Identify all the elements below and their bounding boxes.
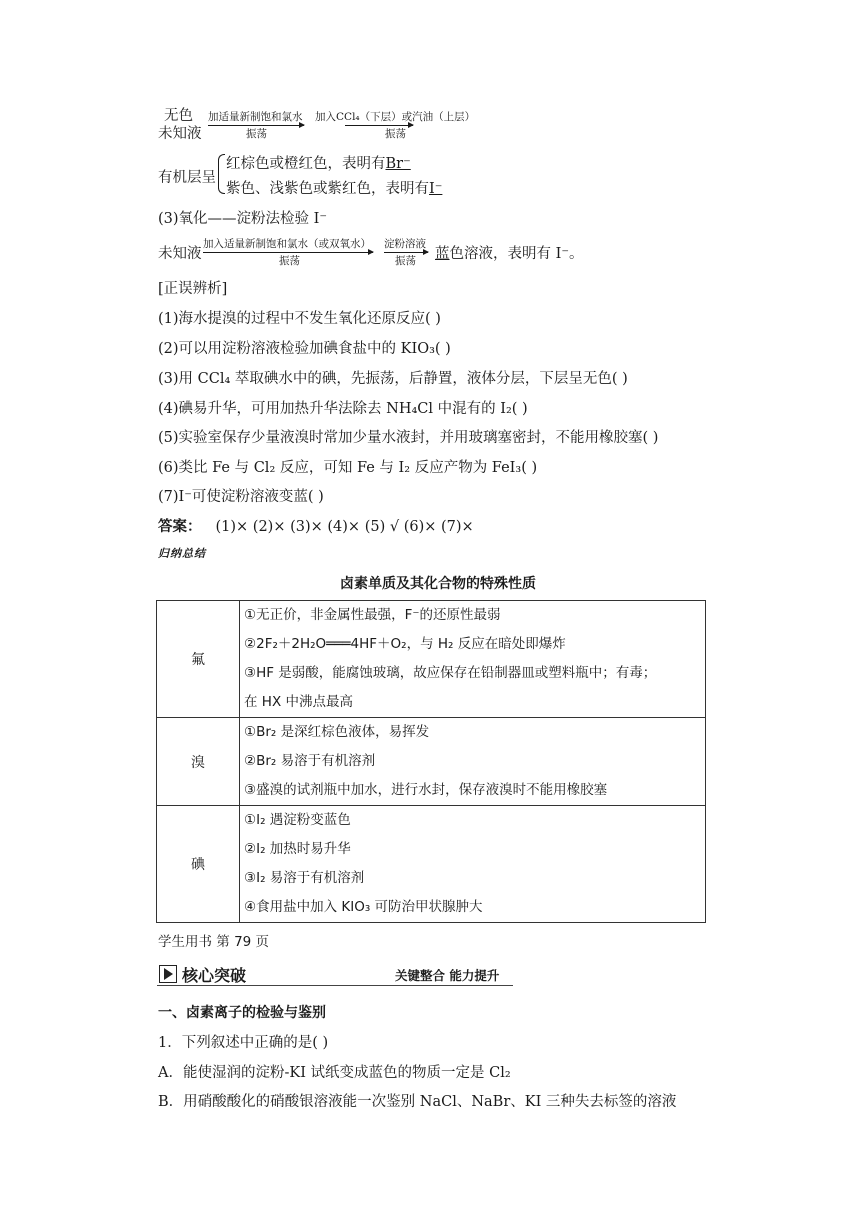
method3-arrow2-top: 淀粉溶液	[384, 238, 426, 250]
method3-result	[435, 242, 584, 263]
summary-tag: 归纳总结	[158, 547, 206, 560]
judge-title: [正误辨析]	[158, 281, 228, 297]
method3-result-text: 色溶液，表明有 I⁻。	[449, 246, 584, 262]
option-b: B．用硝酸酸化的硝酸银溶液能一次鉴别 NaCl、NaBr、KI 三种失去标签的溶液	[158, 1094, 677, 1110]
section-subtitle: 关键整合 能力提升	[395, 968, 500, 983]
judge-item: (3)用 CCl₄ 萃取碘水中的碘，先振荡，后静置，液体分层，下层呈无色( )	[158, 371, 628, 387]
flow1-arrow2-top: 加入CCl₄（下层）或汽油（上层）	[315, 111, 476, 123]
method3-arrow1-top: 加入适量新制饱和氯水（或双氧水）	[203, 238, 371, 250]
part1-title: 一、卤素离子的检验与鉴别	[158, 1005, 326, 1021]
judge-item: (7)I⁻可使淀粉溶液变蓝( )	[158, 489, 324, 505]
element-cell: 碘	[157, 806, 240, 923]
organic-line-1-ion: Br⁻	[385, 156, 411, 172]
flow1-arrow1-top: 加适量新制饱和氯水	[208, 111, 303, 123]
section-header	[157, 963, 513, 986]
judge-item: (5)实验室保存少量液溴时常加少量水液封，并用玻璃塞密封，不能用橡胶塞( )	[158, 430, 659, 446]
table-row	[157, 601, 706, 718]
property-line: ②Br₂ 易溶于有机溶剂	[244, 753, 376, 769]
method3-title: (3)氧化——淀粉法检验 I⁻	[158, 211, 328, 227]
section-title: 核心突破	[182, 966, 247, 985]
answer-values: (1)× (2)× (3)× (4)× (5) √ (6)× (7)×	[215, 519, 474, 535]
property-line: ①Br₂ 是深红棕色液体，易挥发	[244, 724, 430, 740]
flow1-arrow1-bottom: 振荡	[246, 128, 267, 140]
element-cell: 氟	[157, 601, 240, 718]
property-line: ③I₂ 易溶于有机溶剂	[244, 870, 365, 886]
property-line: ①无正价，非金属性最强，F⁻的还原性最弱	[244, 607, 501, 623]
flow1-arrow2-bottom: 振荡	[385, 128, 406, 140]
judge-item: (1)海水提溴的过程中不发生氧化还原反应( )	[158, 311, 441, 327]
organic-line-2-ion: I⁻	[429, 181, 443, 197]
play-box-icon	[159, 965, 177, 983]
organic-line-1-text: 红棕色或橙红色，表明有	[226, 156, 386, 172]
organic-line-2-text: 紫色、浅紫色或紫红色，表明有	[226, 181, 429, 197]
property-line: ③盛溴的试剂瓶中加水，进行水封，保存液溴时不能用橡胶塞	[244, 782, 608, 798]
judge-item: (6)类比 Fe 与 Cl₂ 反应，可知 Fe 与 I₂ 反应产物为 FeI₃( )	[158, 460, 538, 476]
organic-line-2	[226, 177, 442, 198]
property-line: ③HF 是弱酸，能腐蚀玻璃，故应保存在铅制器皿或塑料瓶中；有毒；	[244, 665, 657, 681]
properties-cell	[240, 718, 706, 806]
question-stem: 1．下列叙述中正确的是( )	[158, 1035, 329, 1051]
brace-icon	[218, 154, 225, 194]
answer-label: 答案：	[158, 519, 202, 535]
flow1-start-top: 无色	[164, 108, 193, 124]
answer-line	[158, 515, 474, 536]
property-line: ①I₂ 遇淀粉变蓝色	[244, 812, 351, 828]
book-reference: 学生用书 第 79 页	[158, 934, 270, 950]
judge-item: (2)可以用淀粉溶液检验加碘食盐中的 KIO₃( )	[158, 341, 451, 357]
method3-result-underlined: 蓝	[435, 246, 450, 262]
properties-cell	[240, 806, 706, 923]
property-line: ④食用盐中加入 KIO₃ 可防治甲状腺肿大	[244, 899, 483, 915]
halogen-properties-table	[156, 600, 706, 923]
method3-arrow2-bottom: 振荡	[395, 255, 416, 267]
method3-start: 未知液	[158, 246, 202, 262]
properties-cell	[240, 601, 706, 718]
method3-arrow1-bottom: 振荡	[279, 255, 300, 267]
option-a: A．能使湿润的淀粉-KI 试纸变成蓝色的物质一定是 Cl₂	[158, 1065, 511, 1081]
property-line: ②I₂ 加热时易升华	[244, 841, 351, 857]
organic-line-1	[226, 152, 411, 173]
element-cell: 溴	[157, 718, 240, 806]
property-line: ②2F₂＋2H₂O═══4HF＋O₂，与 H₂ 反应在暗处即爆炸	[244, 636, 566, 652]
table-row	[157, 806, 706, 923]
flow1-start-bottom: 未知液	[158, 126, 202, 142]
property-line: 在 HX 中沸点最高	[244, 694, 353, 710]
organic-layer-label: 有机层呈	[158, 170, 216, 186]
judge-item: (4)碘易升华，可用加热升华法除去 NH₄Cl 中混有的 I₂( )	[158, 401, 528, 417]
table-row	[157, 718, 706, 806]
table-title: 卤素单质及其化合物的特殊性质	[340, 576, 536, 592]
